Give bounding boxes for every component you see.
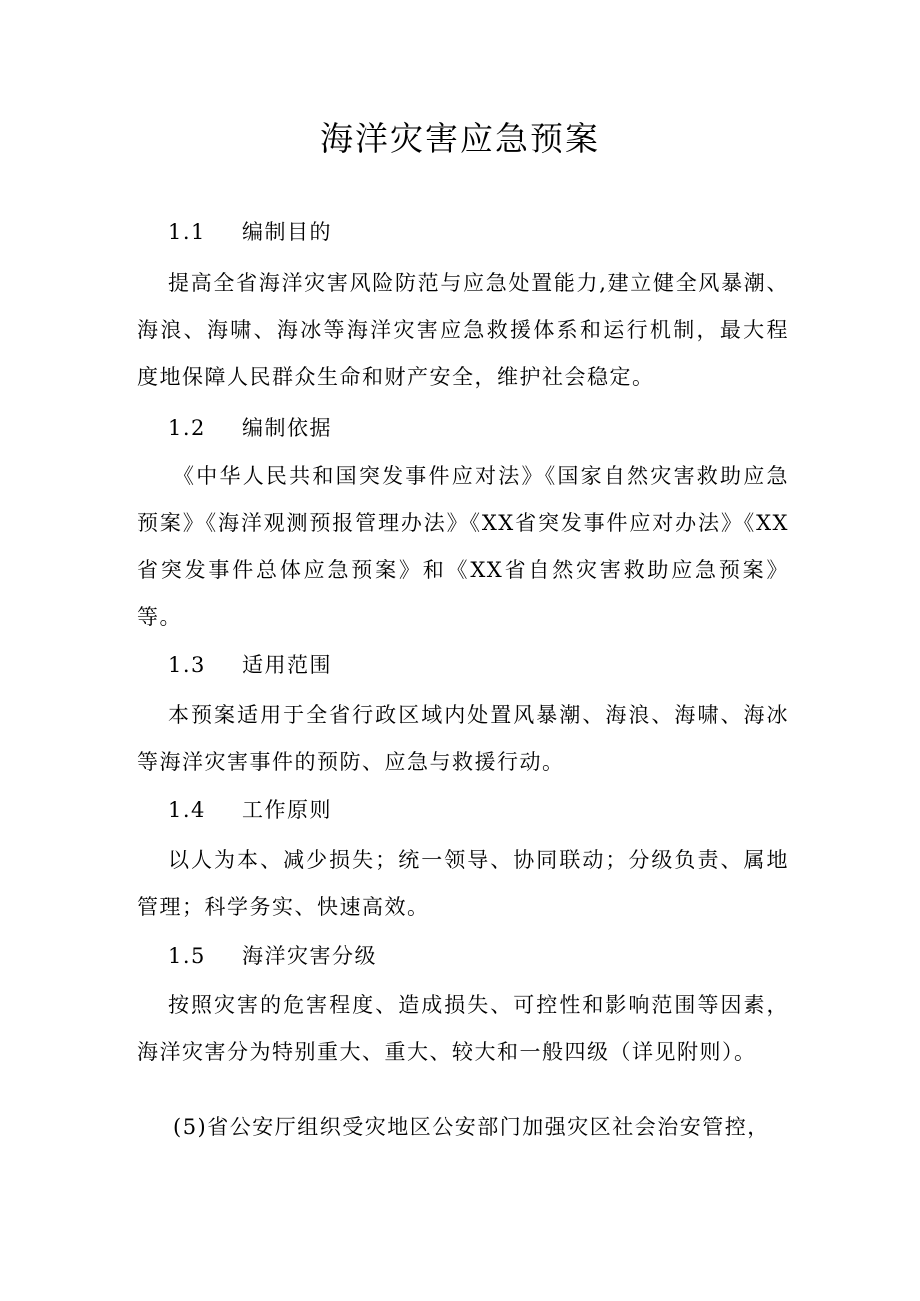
section-number: 1.2 (168, 416, 206, 440)
section-paragraph-1-5: 按照灾害的危害程度、造成损失、可控性和影响范围等因素，海洋灾害分为特别重大、重大、较大和一般四级（详见附则）。 (137, 993, 789, 1064)
section-heading-1-3 (168, 642, 332, 689)
section-title: 编制目的 (242, 220, 332, 244)
section-heading-1-5 (168, 933, 377, 980)
section-paragraph-1-2: 《中华人民共和国突发事件应对法》《国家自然灾害救助应急预案》《海洋观测预报管理办法》《XX省突发事件应对办法》《XX省突发事件总体应急预案》和《XX省自然灾害救助应急预案》等。 (137, 464, 789, 629)
trailing-paragraph: (5)省公安厅组织受灾地区公安部门加强灾区社会治安管控， (173, 1115, 770, 1139)
section-title: 海洋灾害分级 (242, 944, 377, 968)
section-paragraph-1-3: 本预案适用于全省行政区域内处置风暴潮、海浪、海啸、海冰等海洋灾害事件的预防、应急与救援行动。 (137, 703, 789, 774)
section-paragraph-1-1: 提高全省海洋灾害风险防范与应急处置能力,建立健全风暴潮、海浪、海啸、海冰等海洋灾害应急救援体系和运行机制，最大程度地保障人民群众生命和财产安全，维护社会稳定。 (137, 271, 789, 389)
section-heading-1-4 (168, 787, 332, 834)
document-title: 海洋灾害应急预案 (320, 119, 600, 158)
section-number: 1.5 (168, 944, 206, 968)
section-number: 1.4 (168, 798, 206, 822)
section-number: 1.3 (168, 653, 206, 677)
section-title: 编制依据 (242, 416, 332, 440)
section-heading-1-2 (168, 405, 332, 452)
section-paragraph-1-4: 以人为本、减少损失；统一领导、协同联动；分级负责、属地管理；科学务实、快速高效。 (137, 848, 789, 919)
section-title: 工作原则 (242, 798, 332, 822)
section-heading-1-1 (168, 209, 332, 256)
section-number: 1.1 (168, 220, 206, 244)
section-title: 适用范围 (242, 653, 332, 677)
